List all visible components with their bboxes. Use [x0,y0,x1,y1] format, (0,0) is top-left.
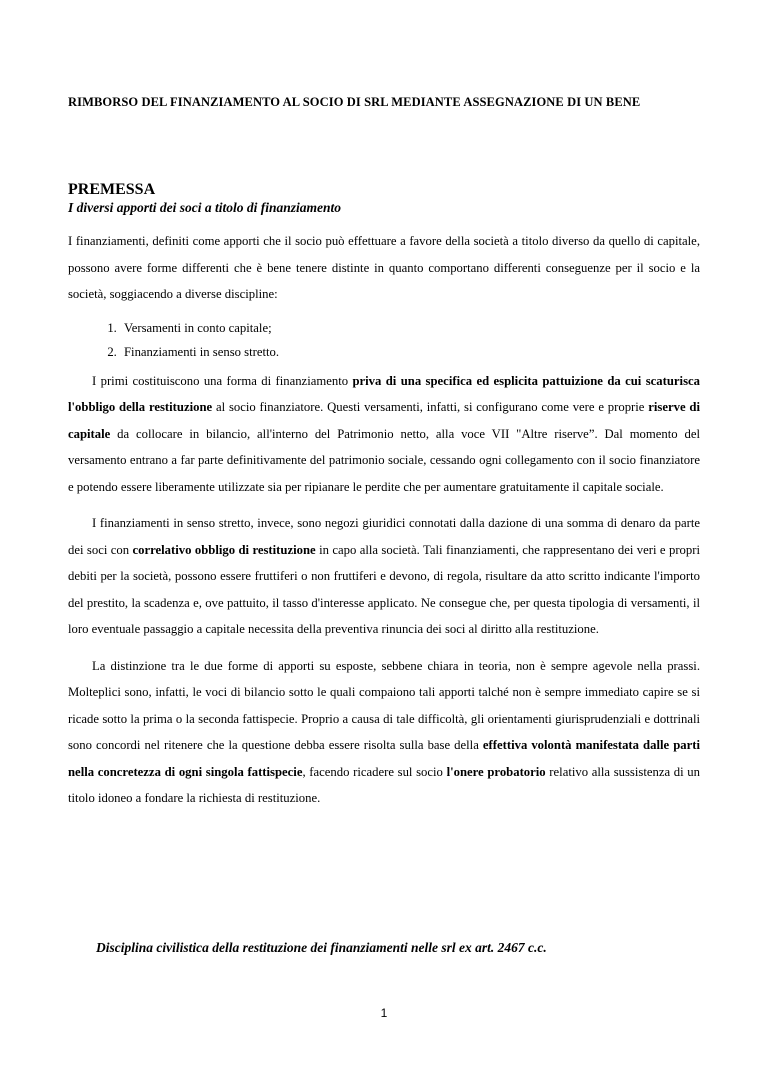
bold-text-run: effettiva volontà manifestata dalle parti nella concretezza di ogni singola fattispecie [68,738,700,779]
text-run: La distinzione tra le due forme di apporti su esposte, sebbene chiara in teoria, non è sempre agevole nella prassi. Molteplici sono, infatti, le voci di bilancio sotto le quali compaiono tali apporti talché non è sempre immediato capire se si ricade sotto la prima o la seconda fattispecie. Proprio a causa di tale difficoltà, gli orientamenti giurisprudenziali e dottrinali sono concordi nel ritenere che la questione debba essere risolta sulla base della [68,658,700,752]
paragraph-capital-contributions [68,368,700,501]
text-run: in capo alla società. Tali finanziamenti, che rappresentano dei veri e propri debiti per la società, possono essere fruttiferi o non fruttiferi e devono, di regola, risultare da atto scritto indicante l'importo del prestito, la scadenza e, ove pattuito, il tasso d'interesse applicato. Ne consegue che, per questa tipologia di versamenti, il loro eventuale passaggio a capitale necessita della preventiva rinuncia dei soci al diritto alla restituzione. [68,542,700,636]
section-heading: PREMESSA [68,181,156,198]
bold-text-run: riserve di capitale [68,400,700,441]
text-run: relativo alla sussistenza di un titolo idoneo a fondare la richiesta di restituzione. [68,764,700,805]
list-item: 1. Versamenti in conto capitale; [120,316,700,340]
bold-text-run: priva di una specifica ed esplicita pattuizione da cui scaturisca l'obbligo della restituzione [68,373,700,414]
text-run: I primi costituiscono una forma di finanziamento [92,373,353,388]
body-text [68,228,700,812]
text-run: , facendo ricadere sul socio [302,764,447,779]
bold-text-run: correlativo obbligo di restituzione [132,542,316,557]
bold-text-run: l'onere probatorio [446,764,546,779]
paragraph-strict-financing [68,510,700,643]
document-title: RIMBORSO DEL FINANZIAMENTO AL SOCIO DI SRL MEDIANTE ASSEGNAZIONE DI UN BENE [68,95,641,109]
page-number: 1 [380,1006,388,1020]
financing-types-list [68,316,700,364]
list-item: 2. Finanziamenti in senso stretto. [120,340,700,364]
paragraph-distinction [68,653,700,812]
text-run: I finanziamenti in senso stretto, invece, sono negozi giuridici connotati dalla dazione di una somma di denaro da parte dei soci con [68,516,700,557]
text-run: da collocare in bilancio, all'interno del Patrimonio netto, alla voce VII "Altre riserve”. Dal momento del versamento entrano a far parte definitivamente del patrimonio sociale, cessando ogni collegamento con il socio finanziatore e potendo essere liberamente utilizzate sia per ripianare le perdite che per aumentare gratuitamente il capitale sociale. [68,426,700,494]
text-run: al socio finanziatore. Questi versamenti, infatti, si configurano come vere e proprie [212,400,649,414]
intro-paragraph: I finanziamenti, definiti come apporti che il socio può effettuare a favore della società a titolo diverso da quello di capitale, possono avere forme differenti che è bene tenere distinte in quanto comportano differenti conseguenze per il socio e la società, soggiacendo a diverse discipline: [68,234,700,301]
subheading: I diversi apporti dei soci a titolo di finanziamento [68,200,342,215]
subheading-civil-discipline: Disciplina civilistica della restituzione dei finanziamenti nelle srl ex art. 2467 c.c. [96,940,547,955]
